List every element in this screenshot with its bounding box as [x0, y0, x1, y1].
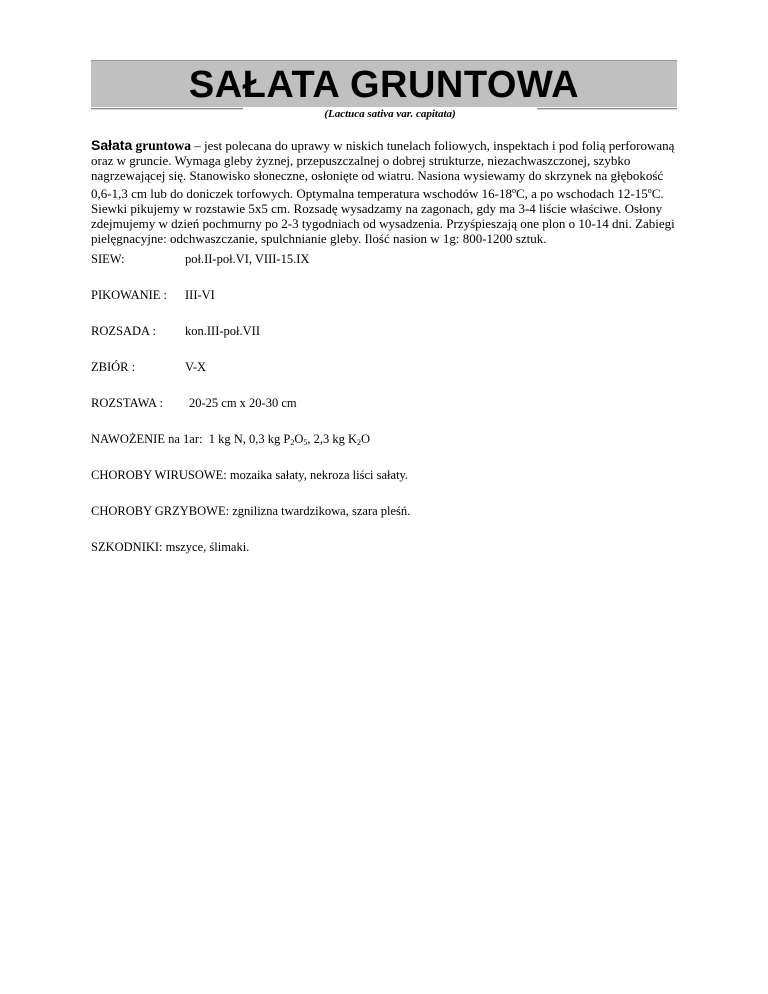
fertilizer-text: O — [361, 432, 371, 446]
intro-line-2: oraz w gruncie. Wymaga gleby żyznej, przepuszczalnej o dobrej strukturze, niezachwaszczonej, szybko — [91, 153, 631, 168]
field-rozsada — [91, 324, 260, 339]
field-pikowanie — [91, 288, 215, 303]
subtitle-rule-left — [91, 108, 243, 110]
intro-line-6: zdejmujemy w dzień pochmurny po 2-3 tygodniach od wysadzenia. Przyśpieszają one plon o 10-14 dni. Zabiegi — [91, 216, 675, 231]
field-label: ZBIÓR : — [91, 360, 136, 374]
field-label: SIEW: — [91, 252, 125, 266]
field-zbior — [91, 360, 207, 375]
intro-line-4 — [91, 183, 691, 201]
note-choroby-wirusowe: CHOROBY WIRUSOWE: mozaika sałaty, nekroza liści sałaty. — [91, 468, 409, 482]
field-label: ROZSTAWA : — [91, 396, 163, 410]
field-label: ROZSADA : — [91, 324, 156, 338]
page-title: SAŁATA GRUNTOWA — [188, 64, 580, 106]
intro-line-7: pielęgnacyjne: odchwaszczanie, spulchnianie gleby. Ilość nasion w 1g: 800-1200 sztuk. — [91, 231, 547, 246]
fertilizer-text: O — [294, 432, 304, 446]
fertilizer-text: , 2,3 kg K — [307, 432, 358, 446]
field-value: III-VI — [185, 288, 215, 302]
crop-name-b: gruntowa — [135, 138, 192, 153]
field-nawozenie — [91, 432, 370, 450]
intro-text-4a: 0,6-1,3 cm lub do doniczek torfowych. Optymalna temperatura wschodów 16-18 — [91, 186, 512, 201]
subtitle-rule-right — [537, 108, 677, 110]
title-band — [91, 60, 677, 107]
intro-text-1: – jest polecana do uprawy w niskich tunelach foliowych, inspektach i pod folią perforowaną — [191, 138, 675, 153]
field-siew — [91, 252, 310, 267]
intro-text-4b: C, a po wschodach 12-15 — [515, 186, 648, 201]
field-value: 20-25 cm x 20-30 cm — [189, 396, 297, 410]
intro-paragraph — [91, 138, 691, 246]
note-szkodniki: SZKODNIKI: mszyce, ślimaki. — [91, 540, 250, 554]
subscript: 5 — [303, 438, 308, 447]
intro-line-1 — [91, 138, 691, 153]
subscript: 2 — [290, 438, 295, 447]
field-rozstawa — [91, 396, 297, 411]
crop-name-a: Sałata — [91, 137, 133, 153]
note-choroby-grzybowe: CHOROBY GRZYBOWE: zgnilizna twardzikowa, szara pleśń. — [91, 504, 411, 518]
field-value: poł.II-poł.VI, VIII-15.IX — [185, 252, 310, 266]
page-subtitle: (Lactuca sativa var. capitata) — [324, 108, 456, 120]
field-label: PIKOWANIE : — [91, 288, 168, 302]
degree-sign: o — [511, 186, 516, 195]
fertilizer-text: 1 kg N, 0,3 kg P — [208, 432, 291, 446]
field-value: V-X — [185, 360, 207, 374]
intro-line-3: nagrzewającej się. Stanowisko słoneczne, osłonięte od wiatru. Nasiona wysiewamy do skrzynek na głębokość — [91, 168, 664, 183]
field-value: kon.III-poł.VII — [185, 324, 260, 338]
field-label: NAWOŻENIE na 1ar: — [91, 432, 203, 446]
intro-text-4c: C. — [651, 186, 664, 201]
subscript: 2 — [357, 438, 362, 447]
intro-line-5: Siewki pikujemy w rozstawie 5x5 cm. Rozsadę wysadzamy na zagonach, gdy ma 3-4 liście właściwe. Osłony — [91, 201, 663, 216]
degree-sign: o — [647, 186, 652, 195]
